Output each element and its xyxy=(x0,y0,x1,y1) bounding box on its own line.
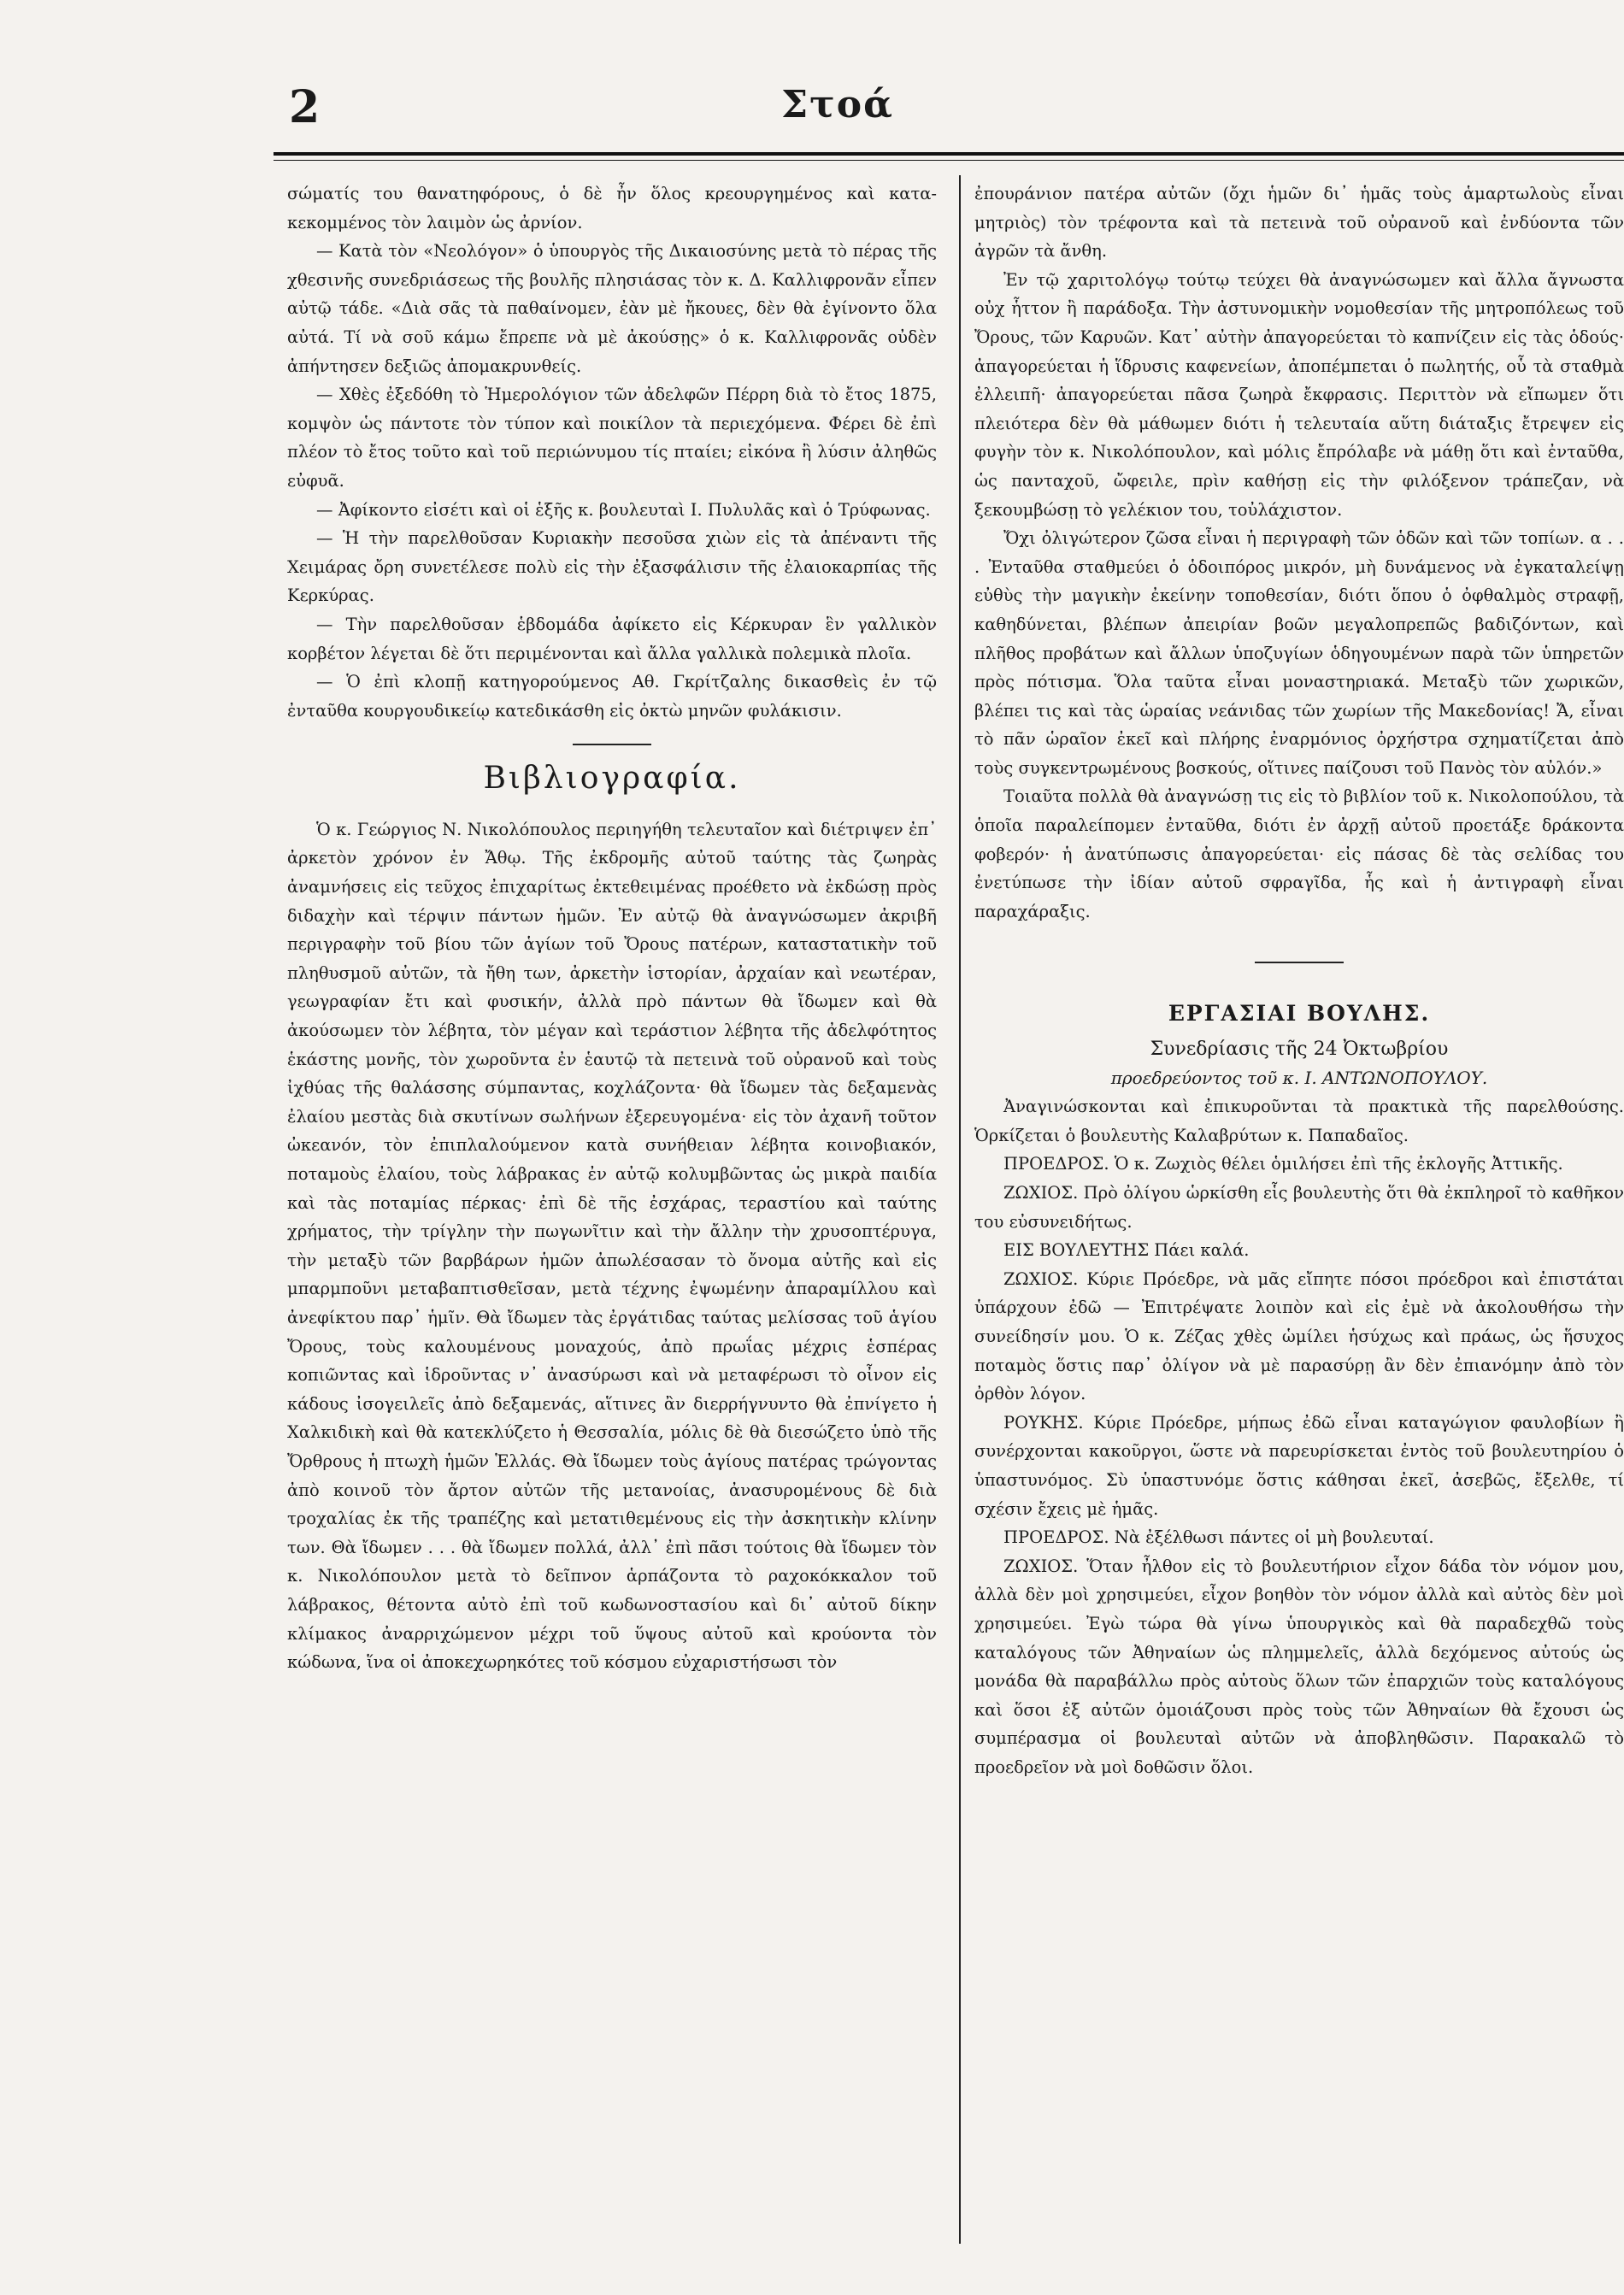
proceedings-paragraph: ΖΩΧΙΟΣ. Πρὸ ὀλίγου ὡρκίσθη εἷς βουλευτὴς ὅτι θὰ ἐκπληροῖ τὸ καθῆκον του εὐσυνειδήτως. xyxy=(974,1183,1624,1232)
proceedings-paragraph: ΕΙΣ ΒΟΥΛΕΥΤΗΣ Πάει καλά. xyxy=(1003,1240,1250,1261)
bibliography-continued: ἐπουράνιον πατέρα αὐτῶν (ὄχι ἡμῶν δι᾽ ἡμᾶς τοὺς ἁμαρτωλοὺς εἶναι μητριὸς) τὸν τρέφοντα καὶ τὰ πετεινὰ τοῦ οὐρανοῦ καὶ ἐνδύοντα τῶν ἀγρῶν τὰ ἄνθη. xyxy=(974,184,1624,262)
section-separator xyxy=(1255,962,1344,963)
right-column xyxy=(974,179,1624,1781)
proceedings-paragraph: ΖΩΧΙΟΣ. Ὅταν ἦλθον εἰς τὸ βουλευτήριον εἶχον δάδα τὸν νόμον μου, ἀλλὰ δὲν μοὶ χρησιμεύει, εἶχον βοηθὸν τὸν νόμον ἀλλὰ καὶ αὐτὸς δὲν μοὶ χρησιμεύει. Ἐγὼ τώρα θὰ γίνω ὑπουργικὸς καὶ θὰ παραδεχθῶ τοὺς καταλόγους τῶν Ἀθηναίων ὡς πλημμελεῖς, ἀλλὰ δεχόμενος αὐτούς ὡς μονάδα θὰ παραβάλλω πρὸς αὐτοὺς ὅλων τῶν ἐπαρχιῶν τοὺς καταλόγους καὶ ὅσοι ἐξ αὐτῶν ὁμοιάζουσι πρὸς τοὺς τῶν Ἀθηναίων θὰ ἔχουσι ὡς συμπέρασμα οἱ βουλευταὶ αὐτῶν νὰ ἀποβληθῶσιν. Παρακαλῶ τὸ προεδρεῖον νὰ μοὶ δοθῶσιν ὅλοι. xyxy=(974,1556,1624,1777)
header-rule-thin xyxy=(274,160,1624,161)
news-paragraph: — Ἀφίκοντο εἰσέτι καὶ οἱ ἑξῆς κ. βουλευταὶ Ι. Πυλυλᾶς καὶ ὁ Τρύφωνας. xyxy=(316,499,931,520)
bibliography-continued: Τοιαῦτα πολλὰ θὰ ἀναγνώσῃ τις εἰς τὸ βιβλίον τοῦ κ. Νικολοπούλου, τὰ ὁποῖα παραλείπομεν ἐνταῦθα, διότι ἐν ἀρχῇ αὐτοῦ προετάξε δράκοντα φοβερόν· ἡ ἀνατύπωσις ἀπαγορεύεται· εἰς πάσας δὲ τὰς σελίδας του ἐνετύπωσε τὴν ἰδίαν αὐτοῦ σφραγῖδα, ἧς καὶ ἡ ἀντιγραφὴ εἶναι παραχάραξις. xyxy=(974,786,1624,921)
news-paragraph: — Χθὲς ἐξεδόθη τὸ Ἡμερολόγιον τῶν ἀδελφῶν Πέρρη διὰ τὸ ἔτος 1875, κομψὸν ὡς πάντοτε τὸν τύπον καὶ ποικίλον τὰ περιεχόμενα. Φέρει δὲ ἐπὶ πλέον τὸ ἔτος τοῦτο καὶ τοῦ περιώνυμου τίς πταίει; εἰκόνα ἢ λύσιν ἀληθῶς εὐφυᾶ. xyxy=(287,385,937,491)
column-divider xyxy=(959,175,961,2244)
section-separator xyxy=(573,744,651,745)
page-number: 2 xyxy=(289,81,321,133)
left-column xyxy=(287,179,937,1677)
news-paragraph: — Ὁ ἐπὶ κλοπῇ κατηγορούμενος Αθ. Γκρίτζαλης δικασθεὶς ἐν τῷ ἐνταῦθα κουργουδικείῳ κατεδικάσθη εἰς ὀκτὼ μηνῶν φυλάκισιν. xyxy=(287,672,937,721)
header-rule xyxy=(274,152,1624,156)
masthead-title: Στοά xyxy=(781,83,894,127)
proceedings-paragraph: ΠΡΟΕΔΡΟΣ. Ὁ κ. Ζωχιὸς θέλει ὁμιλήσει ἐπὶ τῆς ἐκλογῆς Ἀττικῆς. xyxy=(1003,1154,1563,1174)
bibliography-paragraph: Ὁ κ. Γεώργιος Ν. Νικολόπουλος περιηγήθη τελευταῖον καὶ διέτριψεν ἐπ᾽ ἀρκετὸν χρόνον ἐν Ἄθῳ. Τῆς ἐκδρομῆς αὐτοῦ ταύτης τὰς ζωηρὰς ἀναμνήσεις εἰς τεῦχος ἐπιχαρίτως ἐκτεθειμένας προέθετο νὰ ἐκδώσῃ πρὸς διδαχὴν καὶ τέρψιν πάντων ἡμῶν. Ἐν αὐτῷ θὰ ἀναγνώσωμεν ἀκριβῆ περιγραφὴν τοῦ βίου τῶν ἁγίων τοῦ Ὄρους πατέρων, καταστατικὴν τοῦ πληθυσμοῦ αὐτῶν, τὰ ἤθη των, ἀρκετὴν ἱστορίαν, ἀρχαίαν καὶ νεωτέραν, γεωγραφίαν ἔτι καὶ φυσικήν, ἀλλὰ πρὸ πάντων θὰ ἴδωμεν καὶ θὰ ἀκούσωμεν τὸν λέβητα, τὸν μέγαν καὶ τεράστιον λέβητα τῆς ἀδελφότητος ἑκάστης μονῆς, τὸν χωροῦντα ἐν ἑαυτῷ τὰ πετεινὰ τοῦ οὐρανοῦ καὶ τοὺς ἰχθύας τῆς θαλάσσης σύμπαντας, κοχλάζοντα· θὰ ἴδωμεν τὰς δεξαμενὰς ἐλαίου μεστὰς διὰ σκυτίνων σωλήνων ἐξερευγομένα· εἰς τὸν ἀχανῆ τοῦτον ὠκεανόν, τὸν ἐπιπλαλούμενον κατὰ συνήθειαν λέβητα κοινοβιακόν, ποταμοὺς ἐλαίου, τοὺς λάβρακας ἐν αὐτῷ κολυμβῶντας ὡς μικρὰ παιδία καὶ τὰς ποταμίας πέρκας· ἐπὶ δὲ τῆς ἐσχάρας, τεραστίου καὶ ταύτης χρήματος, τὴν τρίγλην τὴν πωγωνῖτιν καὶ τὴν ἄλλην τὴν χρυσοπτέρυγα, τὴν μεταξὺ τῶν βαρβάρων ἡμῶν ἀπωλέσασαν τὸ ὄνομα αὐτῆς καὶ εἰς μπαρμποῦνι μεταβαπτισθεῖσαν, μετὰ τέχνης ἐψωμένην ἀπαραμίλλου καὶ ἀνεφίκτου παρ᾽ ἡμῖν. Θὰ ἴδωμεν τὰς ἐργάτιδας ταύτας μελίσσας τοῦ ἁγίου Ὄρους, τοὺς καλουμένους μοναχούς, ἀπὸ πρωΐας μέχρις ἑσπέρας κοπιῶντας καὶ ἱδροῦντας ν᾽ ἀνασύρωσι καὶ νὰ μεταφέρωσι τὸ οἶνον εἰς κάδους ἰσογειλεῖς ἀπὸ δεξαμενάς, αἵτινες ἂν διερρήγνυντο θὰ ἐπνίγετο ἡ Χαλκιδικὴ καὶ θὰ κατεκλύζετο ἡ Θεσσαλία, μόλις δὲ θὰ διεσώζετο ὑπὸ τῆς Ὄρθρους ἡ πτωχὴ ἡμῶν Ἑλλάς. Θὰ ἴδωμεν τοὺς ἁγίους πατέρας τρώγοντας ἀπὸ κοινοῦ τὸν ἄρτον αὐτῶν τῆς μετανοίας, ἀνασυρομένους δὲ διὰ τροχαλίας ἐκ τῆς τραπέζης καὶ μετατιθεμένους εἰς τὴν ἀσκητικὴν κλίνην των. Θὰ ἴδωμεν . . . θὰ ἴδωμεν πολλά, ἀλλ᾽ ἐπὶ πᾶσι τούτοις θὰ ἴδωμεν τὸν κ. Νικολόπουλον μετὰ τὸ δεῖπνον ἁρπάζοντα τὸ ραχοκόκκαλον τοῦ λάβρακος, θέτοντα αὐτὸ ἐπὶ τοῦ κωδωνοστασίου καὶ δι᾽ αὐτοῦ δίκην κλίμακος ἀναρριχώμενον μέχρι τοῦ ὕψους αὐτοῦ καὶ κρούοντα τὸν κώδωνα, ἵνα οἱ ἀποκεχωρηκότες τοῦ κόσμου εὐχαριστήσωσι τὸν xyxy=(287,819,937,1673)
proceedings-paragraph: ΠΡΟΕΔΡΟΣ. Νὰ ἐξέλθωσι πάντες οἱ μὴ βουλευταί. xyxy=(1003,1527,1434,1548)
bibliography-continued: Ἐν τῷ χαριτολόγῳ τούτῳ τεύχει θὰ ἀναγνώσωμεν καὶ ἄλλα ἄγνωστα οὐχ ἧττον ἢ παράδοξα. Τὴν ἀστυνομικὴν νομοθεσίαν τῆς μητροπόλεως τοῦ Ὄρους, τῶν Καρυῶν. Κατ᾽ αὐτὴν ἀπαγορεύεται τὸ καπνίζειν εἰς τὰς ὁδούς· ἀπαγορεύεται ἡ ἵδρυσις καφενείων, ἀποπέμπεται ὁ πωλητής, οὗ τὰ σταθμὰ ἐλλειπῆ· ἀπαγορεύεται πᾶσα ζωηρὰ ἔκφρασις. Περιττὸν νὰ εἴπωμεν ὅτι πλειότερα δὲν θὰ μάθωμεν διότι ἡ τελευταία αὕτη διάταξις ἔτρεψεν εἰς φυγὴν τὸν κ. Νικολόπουλον, καὶ μόλις ἔπρόλαβε νὰ μάθῃ ὅτι καὶ ἐνταῦθα, ὡς πανταχοῦ, ὤφειλε, πρὶν καθήσῃ εἰς τὴν φιλόξενον τράπεζαν, νὰ ξεκουμβώσῃ τὸ γελέκιον του, τοὐλάχιστον. xyxy=(974,269,1624,520)
news-paragraph: — Τὴν παρελθοῦσαν ἑβδομάδα ἀφίκετο εἰς Κέρκυραν ἓν γαλλικὸν κορβέτον λέγεται δὲ ὅτι περιμένονται καὶ ἄλλα γαλλικὰ πολεμικὰ πλοῖα. xyxy=(287,614,937,663)
session-subheading: Συνεδρίασις τῆς 24 Ὀκτωβρίου xyxy=(1150,1039,1449,1061)
presiding-line: προεδρεύοντος τοῦ κ. Ι. ΑΝΤΩΝΟΠΟΥΛΟΥ. xyxy=(1110,1067,1488,1088)
news-paragraph: — Κατὰ τὸν «Νεολόγον» ὁ ὑπουργὸς τῆς Δικαιοσύνης μετὰ τὸ πέρας τῆς χθεσινῆς συνεδριάσεως τῆς βουλῆς πλησιάσας τὸν κ. Δ. Καλλιφρονᾶν εἶπεν αὐτῷ τάδε. «Διὰ σᾶς τὰ παθαίνομεν, ἐὰν μὲ ἤκουες, δὲν θὰ ἐγίνοντο ὅλα αὐτά. Τί νὰ σοῦ κάμω ἔπρεπε νὰ μὲ ἀκούσῃς» ὁ κ. Καλλιφρονᾶς οὐδὲν ἀπήντησεν δεξιῶς ἀπομακρυνθείς. xyxy=(287,241,937,376)
proceedings-paragraph: ΡΟΥΚΗΣ. Κύριε Πρόεδρε, μήπως ἐδῶ εἶναι καταγώγιον φαυλοβίων ἢ συνέρχονται κακοῦργοι, ὥστε νὰ παρευρίσκεται ἐντὸς τοῦ βουλευτηρίου ὁ ὑπαστυνόμος. Σὺ ὑπαστυνόμε ὅστις κάθησαι ἐκεῖ, ἀσεβῶς, ἔξελθε, τί σχέσιν ἔχεις μὲ ἡμᾶς. xyxy=(974,1412,1624,1519)
news-paragraph: σώματίς του θανατηφόρους, ὁ δὲ ἦν ὅλος κρεουργημένος καὶ κατα-κεκομμένος τὸν λαιμὸν ὡς ἀρνίον. xyxy=(287,184,937,232)
parliament-heading: ΕΡΓΑΣΙΑΙ ΒΟΥΛΗΣ. xyxy=(1168,1001,1431,1027)
proceedings-paragraph: ΖΩΧΙΟΣ. Κύριε Πρόεδρε, νὰ μᾶς εἴπητε πόσοι πρόεδροι καὶ ἐπιστάται ὑπάρχουν ἐδῶ — Ἐπιτρέψατε λοιπὸν καὶ εἰς ἐμὲ νὰ ἀκολουθήσω τὴν συνείδησίν μου. Ὁ κ. Ζέζας χθὲς ὡμίλει ἡσύχως καὶ πράως, ὡς ἥσυχος ποταμὸς ὅστις παρ᾽ ὀλίγον νὰ μὲ παρασύρῃ ἂν δὲν ἐπιανόμην ἀπὸ τὸν ὀρθὸν λόγον. xyxy=(974,1268,1624,1404)
news-paragraph: — Ἡ τὴν παρελθοῦσαν Κυριακὴν πεσοῦσα χιὼν εἰς τὰ ἀπέναντι τῆς Χειμάρας ὄρη συνετέλεσε πολὺ εἰς τὴν ἐξασφάλισιν τῆς ἐλαιοκαρπίας τῆς Κερκύρας. xyxy=(287,528,937,606)
bibliography-title: Βιβλιογραφία. xyxy=(483,761,741,797)
bibliography-continued: Ὄχι ὀλιγώτερον ζῶσα εἶναι ἡ περιγραφὴ τῶν ὁδῶν καὶ τῶν τοπίων. α . . . Ἐνταῦθα σταθμεύει ὁ ὁδοιπόρος μικρόν, μὴ δυνάμενος νὰ ἐγκαταλείψῃ εὐθὺς τὴν μαγικὴν ἐκείνην τοποθεσίαν, διότι ὅπου ὁ ὀφθαλμὸς στραφῇ, καθηδύνεται, βλέπων ἀπειρίαν βοῶν μεγαλοπρεπῶς βαδιζόντων, καὶ πλῆθος προβάτων καὶ ἄλλων ὑποζυγίων ὁδηγουμένων παρὰ τῶν ὑπηρετῶν πρὸς πότισμα. Ὅλα ταῦτα εἶναι μοναστηριακά. Μεταξὺ τῶν χωρικῶν, βλέπει τις καὶ τὰς ὡραίας νεάνιδας τῶν χωρίων τῆς Μακεδονίας! Ἄ, εἶναι τὸ πᾶν ὡραῖον ἐκεῖ καὶ πλήρης ἐναρμόνιος ὀρχήστρα σχηματίζεται ἀπὸ τοὺς συγκεντρωμένους βοσκούς, οἵτινες παίζουσι τοῦ Πανὸς τὸν αὐλόν.» xyxy=(974,528,1624,778)
proceedings-paragraph: Ἀναγινώσκονται καὶ ἐπικυροῦνται τὰ πρακτικὰ τῆς παρελθούσης. Ὁρκίζεται ὁ βουλευτὴς Καλαβρύτων κ. Παπαδαῖος. xyxy=(974,1097,1624,1145)
